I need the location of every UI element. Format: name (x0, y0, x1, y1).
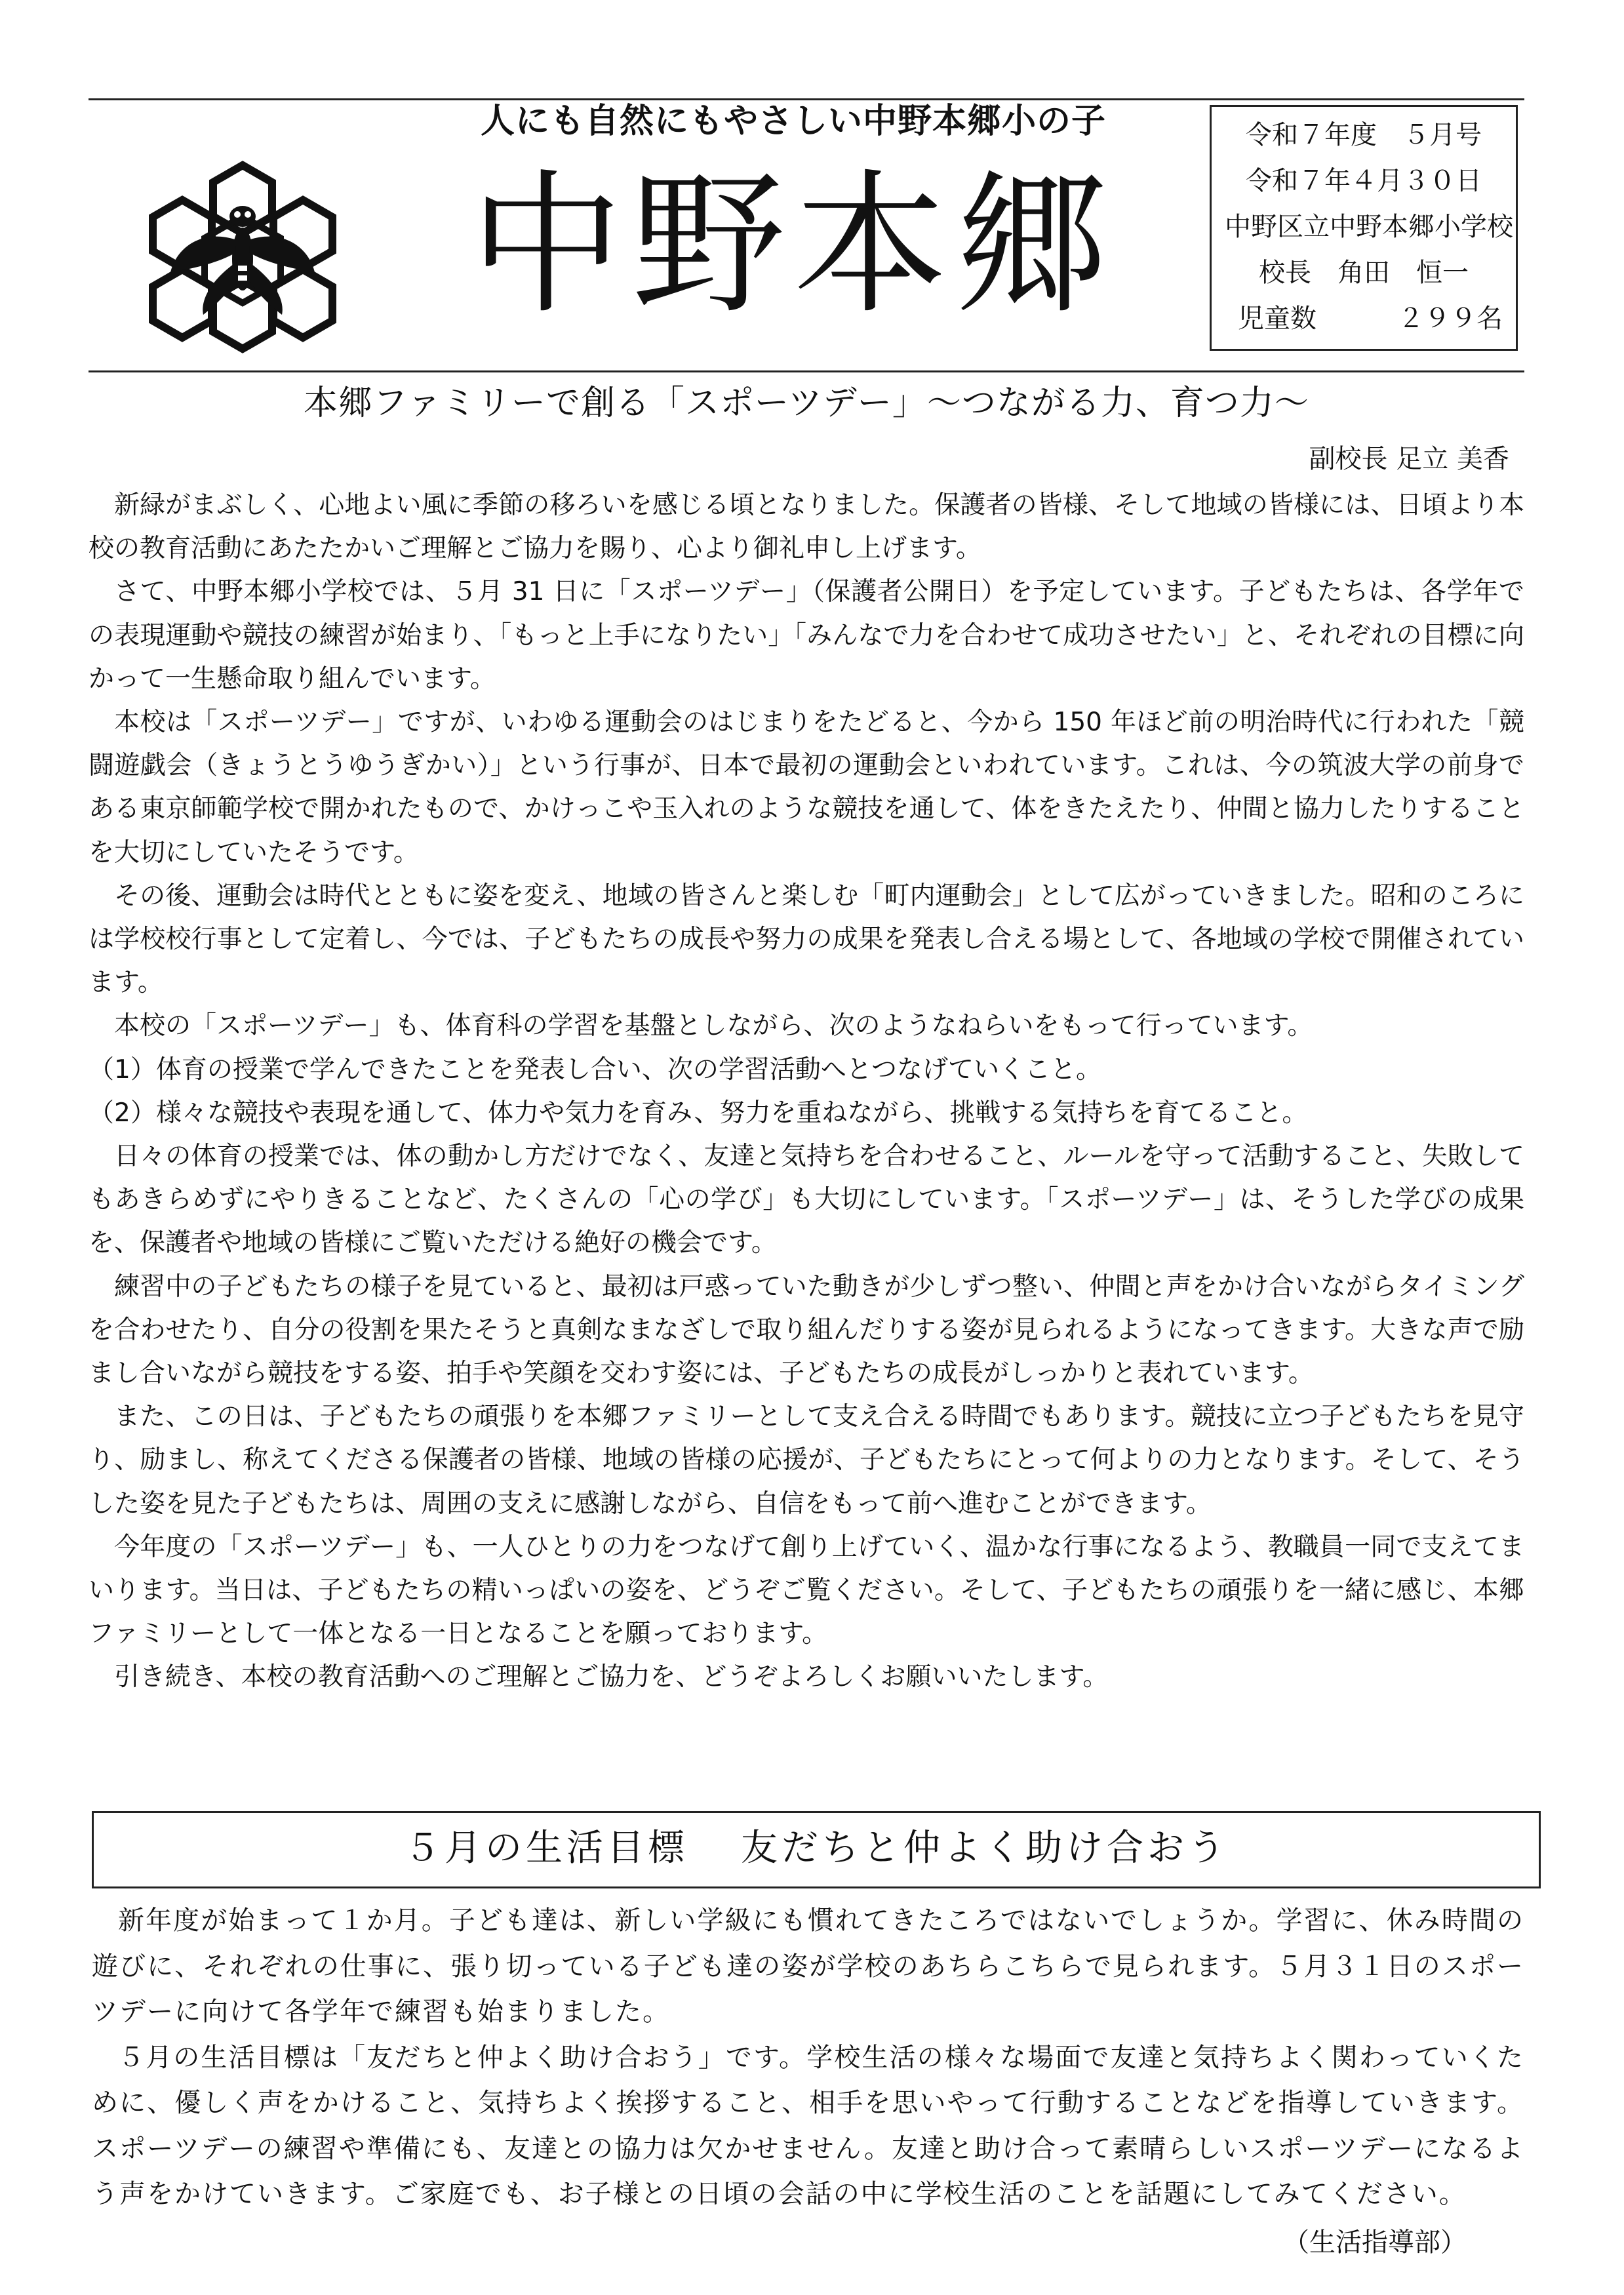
issue-info-box (1210, 105, 1518, 351)
aim-item: （2）様々な競技や表現を通して、体力や気力を育み、努力を重ねながら、挑戦する気持ちを育てること。 (89, 1098, 1308, 1128)
goal-paragraph: 新年度が始まって１か月。子ども達は、新しい学級にも慣れてきたころではないでしょうか。学習に、休み時間の遊びに、それぞれの仕事に、張り切っている子ども達の姿が学校のあちらこちらで見られます。５月３１日のスポーツデーに向けて各学年で練習も始まりました。 (92, 1906, 1524, 2027)
article-paragraph: 今年度の「スポーツデー」も、一人ひとりの力をつなげて創り上げていく、温かな行事になるよう、教職員一同で支えてまいります。当日は、子どもたちの精いっぱいの姿を、どうぞご覧ください。そして、子どもたちの頑張りを一緒に感じ、本郷ファミリーとして一体となる一日となることを願っております。 (89, 1532, 1524, 1649)
student-count-label: 児童数 (1238, 304, 1317, 334)
article-author: 副校長 足立 美香 (1309, 444, 1509, 474)
article-paragraph: さて、中野本郷小学校では、５月 31 日に「スポーツデー」（保護者公開日）を予定しています。子どもたちは、各学年での表現運動や競技の練習が始まり、「もっと上手になりたい」「みんなで力を合わせて成功させたい」と、それぞれの目標に向かって一生懸命取り組んでいます。 (89, 577, 1524, 694)
goal-paragraph: ５月の生活目標は「友だちと仲よく助け合おう」です。学校生活の様々な場面で友達と気持ちよく関わっていくために、優しく声をかけること、気持ちよく挨拶すること、相手を思いやって行動することなどを指導していきます。スポーツデーの練習や準備にも、友達との協力は欠かせません。友達と助け合って素晴らしいスポーツデーになるよう声をかけていきます。ご家庭でも、お子様との日頃の会話の中に学校生活のことを話題にしてみてください。 (92, 2042, 1524, 2209)
student-count-row (1225, 296, 1503, 342)
school-slogan: 人にも自然にもやさしい中野本郷小の子 (480, 102, 1106, 141)
fiscal-issue: 令和７年度 ５月号 (1246, 120, 1482, 150)
newsletter-title: 中野本郷 (469, 156, 1117, 335)
monthly-goal-heading (92, 1811, 1541, 1888)
goal-body (92, 1898, 1524, 2218)
principal-name: 校長 角田 恒一 (1259, 258, 1469, 288)
article-paragraph: 新緑がまぶしく、心地よい風に季節の移ろいを感じる頃となりました。保護者の皆様、そして地域の皆様には、日頃より本校の教育活動にあたたかいご理解とご協力を賜り、心より御礼申し上げます。 (89, 490, 1524, 564)
hexagon-firefly-emblem-icon (131, 131, 354, 354)
aim-item: （1）体育の授業で学んできたことを発表し合い、次の学習活動へとつなげていくこと。 (89, 1054, 1102, 1085)
school-name: 中野区立中野本郷小学校 (1225, 212, 1513, 242)
issue-date: 令和７年４月３０日 (1246, 166, 1482, 196)
article-paragraph: その後、運動会は時代とともに姿を変え、地域の皆さんと楽しむ「町内運動会」として広がっていきました。昭和のころには学校校行事として定着し、今では、子どもたちの成長や努力の成果を発表し合える場として、各地域の学校で開催されています。 (89, 881, 1524, 998)
header-bottom-rule (89, 370, 1524, 372)
goal-month-label: ５月の生活目標 (404, 1827, 688, 1869)
article-title: 本郷ファミリーで創る「スポーツデー」〜つながる力、育つ力〜 (304, 384, 1309, 423)
student-count-value: ２９９名 (1398, 304, 1503, 334)
article-paragraph: 引き続き、本校の教育活動へのご理解とご協力を、どうぞよろしくお願いいたします。 (114, 1662, 1109, 1692)
article-paragraph: また、この日は、子どもたちの頑張りを本郷ファミリーとして支え合える時間でもあります。競技に立つ子どもたちを見守り、励まし、称えてくださる保護者の皆様、地域の皆様の応援が、子どもたちにとって何よりの力となります。そして、そうした姿を見た子どもたちは、周囲の支えに感謝しながら、自信をもって前へ進むことができます。 (89, 1402, 1524, 1519)
article-paragraph: 本校は「スポーツデー」ですが、いわゆる運動会のはじまりをたどると、今から 150 年ほど前の明治時代に行われた「競闘遊戯会（きょうとうゆうぎかい）」という行事が、日本で最初の運動会といわれています。これは、今の筑波大学の前身である東京師範学校で開かれたもので、かけっこや玉入れのような競技を通して、体をきたえたり、仲間と協力したりすることを大切にしていたそうです。 (89, 708, 1524, 868)
article-paragraph: 練習中の子どもたちの様子を見ていると、最初は戸惑っていた動きが少しずつ整い、仲間と声をかけ合いながらタイミングを合わせたり、自分の役割を果たそうと真剣なまなざしで取り組んだりする姿が見られるようになってきます。大きな声で励まし合いながら競技をする姿、拍手や笑顔を交わす姿には、子どもたちの成長がしっかりと表れています。 (89, 1271, 1524, 1389)
article-paragraph: 本校の「スポーツデー」も、体育科の学習を基盤としながら、次のようなねらいをもって行っています。 (114, 1011, 1313, 1041)
article-body (89, 484, 1524, 1700)
goal-signature: （生活指導部） (1283, 2227, 1467, 2258)
goal-text: 友だちと仲よく助け合おう (741, 1827, 1229, 1869)
article-paragraph: 日々の体育の授業では、体の動かし方だけでなく、友達と気持ちを合わせること、ルールを守って活動すること、失敗してもあきらめずにやりきることなど、たくさんの「心の学び」も大切にしています。「スポーツデー」は、そうした学びの成果を、保護者や地域の皆様にご覧いただける絶好の機会です。 (89, 1142, 1524, 1258)
